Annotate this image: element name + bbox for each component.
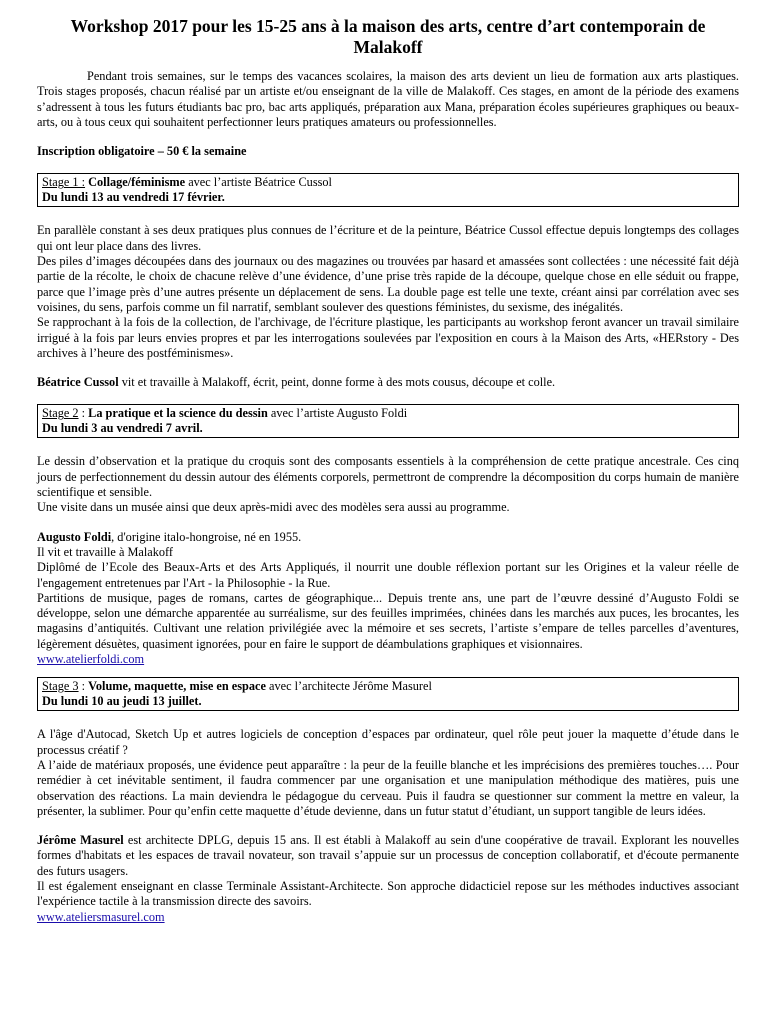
stage-2-bio-text: , d'origine italo-hongroise, né en 1955. [111,529,302,544]
stage-2-bio-line: Diplômé de l’Ecole des Beaux-Arts et des Arts Appliqués, il nourrit une double réflexion portant sur les Origines et la valeur réelle de l'engagement entretenues par l'Art - la Philosophie - la Rue. [37,560,739,590]
stage-1-bio-name: Béatrice Cussol [37,375,119,390]
stage-2-bio-line: Partitions de musique, pages de romans, cartes de géographique... Depuis trente ans, une part de l’œuvre dessiné d’Augusto Foldi se développe, selon une démarche apparentée au surréalisme, sur des feuilles imprimées, chinées dans les marchés aux puces, les brocantes, les magasins d’antiquités. Cultivant une relation privilégiée avec la mémoire et ses secrets, l’artiste s’empare de telles parcelles d’aventures, légèrement désuètes, quasiment ignorées, pour en faire le support de déambulations graphiques et visionnaires. [37,590,739,651]
stage-1-paragraph: Des piles d’images découpées dans des journaux ou des magazines ou trouvées par hasard et amassées sont collectées : une nécessité fait déjà partie de la récolte, le choix de chacune relève d’une évidence, d’une prise très rapide de la découpe, quelque chose en elle séduit ou frappe, parce que l’image près d’une autres présente un déplacement de sens. La double page est telle une texte, créant ainsi par corrélation avec ses voisines, du sens, parfois comme un fil narratif, semblant soulever des questions féministes, du sexisme, des inégalités. [37,254,739,314]
stage-1-artist: avec l’artiste Béatrice Cussol [185,175,332,190]
stage-2-separator: : [78,406,89,421]
page-title: Workshop 2017 pour les 15-25 ans à la maison des arts, centre d’art contemporain de Malakoff [70,16,706,57]
stage-3-website-link[interactable]: www.ateliersmasurel.com [37,909,165,924]
stage-2-bio-line: Il vit et travaille à Malakoff [37,544,174,559]
stage-1-bio-text: vit et travaille à Malakoff, écrit, peint, donne forme à des mots cousus, découpe et colle. [118,375,556,390]
stage-3-artist: avec l’architecte Jérôme Masurel [265,679,432,694]
stage-3-separator: : [78,679,89,694]
stage-1-label: Stage 1 : [42,175,86,190]
stage-2-dates: Du lundi 3 au vendredi 7 avril. [42,421,203,436]
stage-3-link-line [37,910,739,925]
stage-3-paragraph: A l’aide de matériaux proposés, une évidence peut apparaître : la peur de la feuille blanche et les imprécisions des premières touches…. Pour remédier à cet inévitable sentiment, il faudra commencer par une organisation et une manipulation méthodique des matières, puis une observation des réactions. La main deviendra le pédagogue du cerveau. Puis il faudra se questionner sur comment la mettre en valeur, la présenter, la sublimer. Pour qu’enfin cette maquette d’étude devienne, dans un futur statut d’étudiant, un support tangible de leurs idées. [37,757,739,818]
inscription-text: Inscription obligatoire – 50 € la semaine [37,144,247,159]
stage-2-label: Stage 2 [42,406,79,421]
stage-3-header [37,677,739,711]
inscription-notice [37,144,739,159]
stage-2-paragraph: Le dessin d’observation et la pratique du croquis sont des composants essentiels à la compréhension de cette pratique ancestrale. Ces cinq jours de perfectionnement du dessin autour des éléments corporels, permettront de comprendre la décomposition du corps humain de manière scientifique et sensible. [37,454,739,500]
stage-1-bio [37,375,739,390]
stage-3-paragraph: A l'âge d'Autocad, Sketch Up et autres logiciels de conception d’espaces par ordinateur, quel rôle peut jouer la maquette d’étude dans le processus créatif ? [37,727,739,757]
stage-3-topic: Volume, maquette, mise en espace [88,679,266,694]
stage-2-title-line [42,406,733,421]
stage-3-bio [37,833,739,879]
stage-2-artist: avec l’artiste Augusto Foldi [267,406,408,421]
intro-paragraph: Pendant trois semaines, sur le temps des vacances scolaires, la maison des arts devient un lieu de formation aux arts plastiques. Trois stages proposés, chacun réalisé par un artiste et/ou enseignant de la ville de Malakoff. Ces stages, en amont de la période des examens s’adressent à tous les futurs étudiants bac pro, bac arts appliqués, préparation aux Mana, préparation écoles supérieures graphiques ou beaux-arts, ou à tous ceux qui souhaitent perfectionner leurs pratiques amateurs ou professionnelles. [37,69,739,129]
stage-3-dates: Du lundi 10 au jeudi 13 juillet. [42,694,202,709]
stage-3-bio-line: Il est également enseignant en classe Terminale Assistant-Architecte. Son approche didacticiel repose sur les méthodes inductives associant l'expérience tactile à la transmission directe des savoirs. [37,878,739,909]
stage-1-dates: Du lundi 13 au vendredi 17 février. [42,190,225,205]
stage-2-topic: La pratique et la science du dessin [88,406,268,421]
stage-1-title-line [42,175,733,190]
stage-3-title-line [42,679,733,694]
stage-3-bio-text: est architecte DPLG, depuis 15 ans. Il est établi à Malakoff au sein d'une coopérative de travail. Explorant les nouvelles formes d'habitats et les espaces de travail novateur, son travail s’appuie sur un processus de conception collaboratif, et d'écoute permanente des futurs usagers. [37,833,739,878]
stage-1-header [37,173,739,207]
stage-3-label: Stage 3 [42,679,79,694]
stage-2-link-line [37,652,739,667]
stage-1-topic: Collage/féminisme [88,175,186,190]
stage-3-bio-name: Jérôme Masurel [37,833,124,848]
stage-2-header [37,404,739,438]
document-page [37,16,739,925]
stage-2-website-link[interactable]: www.atelierfoldi.com [37,652,145,667]
stage-2-bio [37,530,739,545]
stage-2-paragraph: Une visite dans un musée ainsi que deux après-midi avec des modèles sera aussi au programme. [37,500,510,515]
stage-1-paragraph: Se rapprochant à la fois de la collection, de l'archivage, de l'écriture plastique, les participants au workshop feront avancer un travail similaire irrigué à la fois par leurs envies propres et par les interrogations soulevées par l'exposition en cours à la Maison des Arts, «HERstory - Des archives à l’heure des postféminismes». [37,315,739,360]
stage-1-paragraph: En parallèle constant à ses deux pratiques plus connues de l’écriture et de la peinture, Béatrice Cussol effectue depuis longtemps des collages qui ont leur place dans des livres. [37,223,739,253]
stage-2-bio-name: Augusto Foldi [37,529,112,544]
